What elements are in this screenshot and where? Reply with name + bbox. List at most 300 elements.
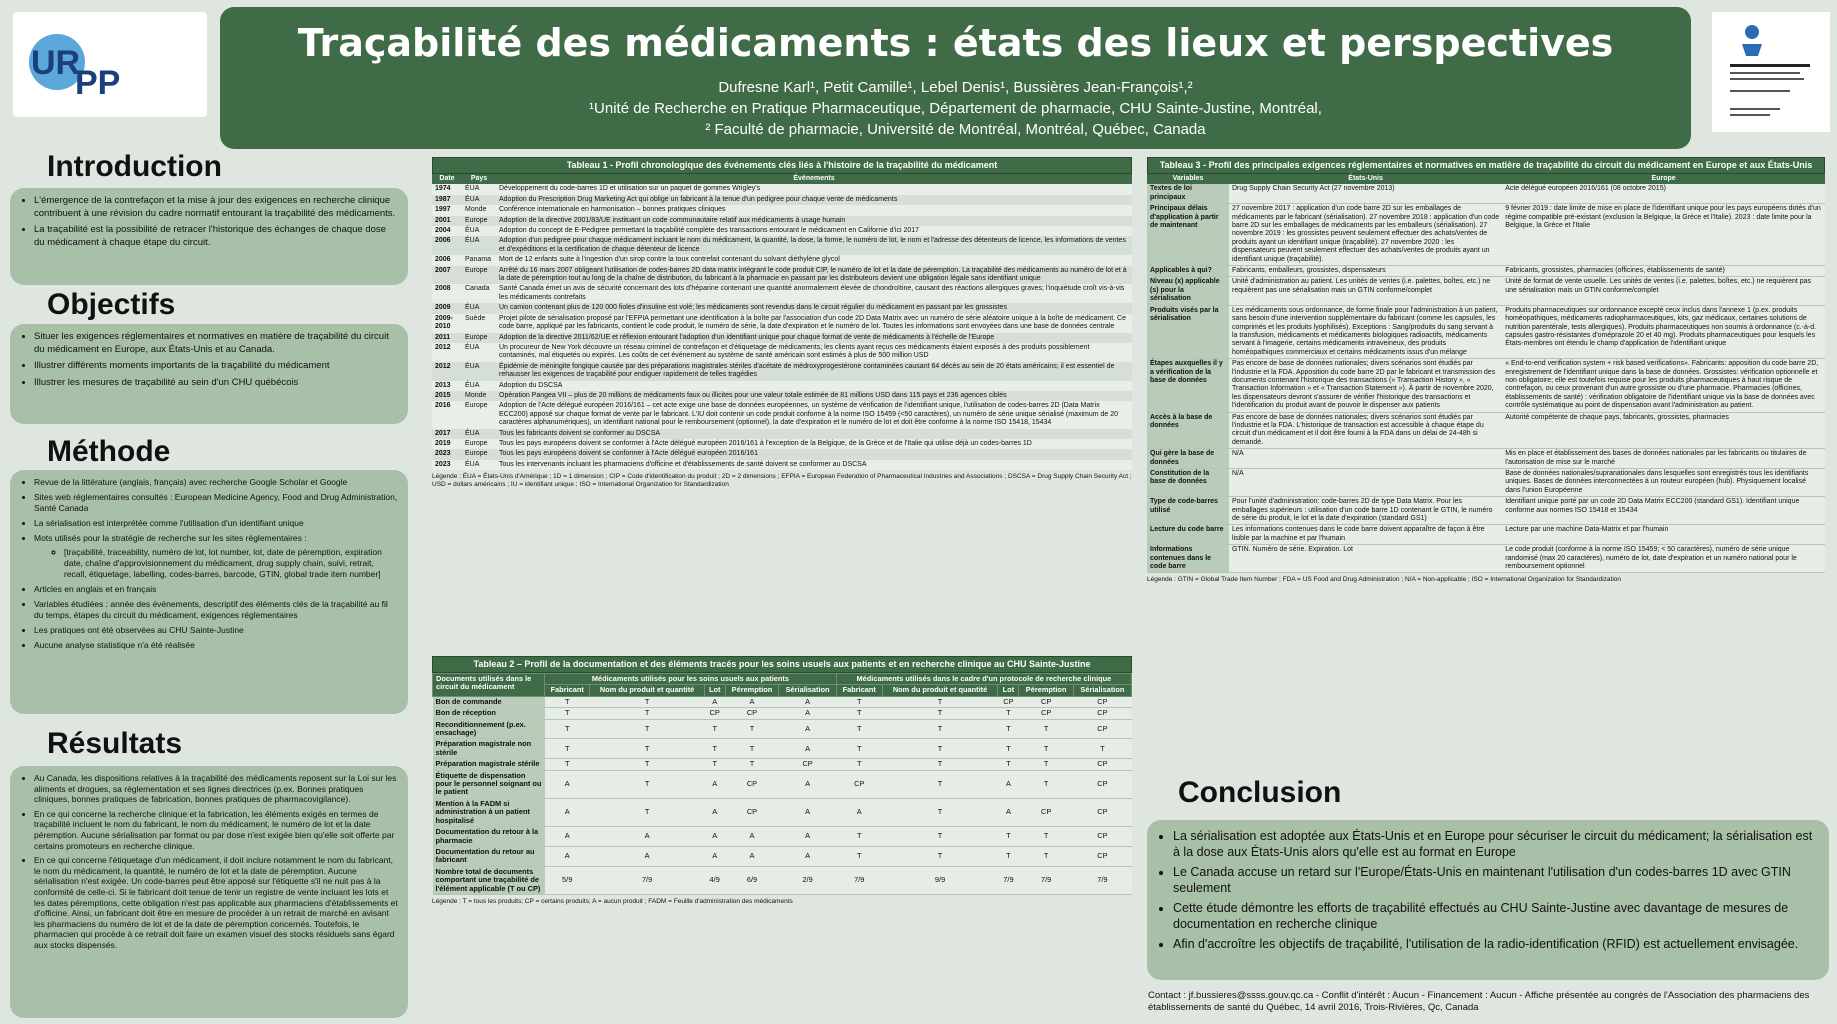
t1-cell: 1974 [432,184,462,194]
table-row [1147,305,1825,358]
t2-cell: T [998,708,1019,719]
t2-col-header: Sérialisation [1073,685,1131,696]
t1-cell: Adoption d'un pedigree pour chaque médicament incluant le nom du médicament, la quantité, la dose, la forme, le numéro de lot, le nom et l'adresse des détenteurs de licence, les informations de ventes et d'expéditions et la certification de chaque détenteur de licence [496,236,1132,255]
t2-cell: A [998,770,1019,798]
t3-col-us: États-Unis [1348,175,1383,182]
t2-cell: T [545,708,590,719]
method-item: • Articles en anglais et en français [34,584,398,595]
t2-cell: T [725,719,779,739]
t1-cell: Conférence internationale en harmonisation – bonnes pratiques cliniques [496,205,1132,215]
t2-cell: T [998,827,1019,847]
svg-text:PP: PP [75,64,121,102]
table-row [1147,204,1825,266]
t2-cell: T [1019,827,1073,847]
t2-cell: A [545,770,590,798]
t3-cell: 9 février 2019 : date limite de mise en place de l'identifiant unique pour les pays européens dotés d'un régime compatible pré-existant (exclusion la Belgique, la Grèce et l'Italie). 2023 : date limite pour la Belgique, la Grèce et l'Italie [1502,204,1825,266]
t2-cell: Préparation magistrale non stérile [433,739,545,759]
t1-cell: 2009-2010 [432,314,462,333]
t1-cell: Panama [462,255,496,265]
t2-cell: CP [1073,798,1131,826]
t2-col-header: Fabricant [545,685,590,696]
t2-cell: 7/9 [1019,866,1073,894]
t1-cell: 1987 [432,195,462,205]
t1-cell: 2012 [432,362,462,381]
t3-cell: Étapes auxquelles il y a vérification de la base de données [1147,359,1229,412]
t2-cell: CP [1073,708,1131,719]
objective-item: • Situer les exigences réglementaires et normatives en matière de traçabilité du circuit du médicament en Europe, aux États-Unis et au Canada. [34,331,398,356]
method-item: • Variables étudiées : année des événements, descriptif des éléments clés de la traçabilité au fil du temps, étapes du circuit du médicament, exigences réglementaires [34,599,398,621]
t1-cell: 1997 [432,205,462,215]
t2-cell: T [704,739,725,759]
t3-cell: Lecture du code barre [1147,525,1229,545]
t2-cell: T [545,696,590,707]
t2-cell: T [590,770,704,798]
table-row [432,195,1132,205]
table-row [1147,525,1825,545]
t2-group-research: Médicaments utilisés dans le cadre d'un protocole de recherche clinique [836,674,1131,685]
results-box [10,766,408,1018]
table-row [1147,412,1825,449]
t2-cell: A [590,846,704,866]
t1-col-date: Date [439,175,455,182]
t1-cell: 2023 [432,449,462,459]
t1-cell: 2012 [432,343,462,362]
t2-cell: T [545,759,590,770]
t1-cell: 2019 [432,439,462,449]
urpp-logo-icon [13,12,207,117]
conclusion-item: • Le Canada accuse un retard sur l'Europe/États-Unis en maintenant l'utilisation d'un codes-barres 1D avec GTIN seulement [1173,864,1817,896]
t2-cell: T [836,827,882,847]
t3-cell: Accès à la base de données [1147,412,1229,449]
method-item: • La sérialisation est interprétée comme l'utilisation d'un identifiant unique [34,518,398,529]
t2-cell: T [998,739,1019,759]
authors: Dufresne Karl¹, Petit Camille¹, Lebel Denis¹, Bussières Jean-François¹,² [718,79,1193,96]
result-item: • En ce qui concerne l'étiquetage d'un médicament, il doit inclure notamment le nom du fabricant, le nom du médicament, la quantité, le numéro de lot et la date de péremption. Aucune sérialisation n'est exigée. Un code-barres peut être apposé sur l'étiquette s'il ne nuit pas à la conformité de celle-ci. Si le fabricant doit tenue de tenir un registre de vente incluant les lots et les dates péremptions, cette obligation n'est pas applicable aux pharmaciens d'établissements et d'officine. Ainsi, un fabricant doit être en mesure de procéder à un retrait de marché en avisant les pharmaciens du numéro de lot et de la date de péremption concernés. Toutefois, le pharmacien qui procède à ce retrait doit faire un examen visuel des stocks résiduels sans égard aux stocks dispensés. [34,855,398,950]
t1-cell: ÉUA [462,429,496,439]
t1-cell: 2008 [432,284,462,303]
t1-cell: 2017 [432,429,462,439]
t3-cell: Lecture par une machine Data-Matrix et par l'humain [1502,525,1825,545]
t3-cell: Acte délégué européen 2016/161 (08 octobre 2015) [1502,184,1825,203]
table-row [433,719,1132,739]
t2-cell: T [590,798,704,826]
t3-cell: Produits visés par la sérialisation [1147,305,1229,358]
t1-cell: Un procureur de New York découvre un réseau criminel de contrefaçon et d'étiquetage de médicaments; les clients ayant reçus ces médicaments étaient exposés à des produits possiblement contaminés, mal étiquetés ou expirés. Les coûts de cet événement au système de santé américain sont estimés à plus de 500 million USD [496,343,1132,362]
t2-cell: Documentation du retour à la pharmacie [433,827,545,847]
t1-cell: Adoption du concept de E-Pedigree permettant la traçabilité complète des transactions entourant le médicament en Californie d'ici 2017 [496,226,1132,236]
t1-cell: ÉUA [462,343,496,362]
t3-cell: Drug Supply Chain Security Act (27 novembre 2013) [1229,184,1502,203]
table-row [432,284,1132,303]
t1-cell: Tous les pays européens doivent se conformer à l'Acte délégué européen 2016/161 [496,449,1132,459]
t3-cell: Constitution de la base de données [1147,469,1229,497]
t2-col-header: Lot [998,685,1019,696]
t3-col-europe: Europe [1651,175,1676,182]
t2-cell: CP [1073,827,1131,847]
t2-cell: T [590,739,704,759]
table-row [432,314,1132,333]
table-3 [1147,157,1825,584]
t1-cell: Europe [462,439,496,449]
t2-cell: T [1019,739,1073,759]
t2-cell: A [704,846,725,866]
t2-cell: 5/9 [545,866,590,894]
table-row [432,236,1132,255]
t3-cell: « End-to-end verification system + risk based verifications». Fabricants: apposition du code barre 2D, enregistrement de l'identifiant unique dans la base de données. Grossistes: vérification optionnelle et non obligatoire; elle est toutefois requise pour les produits pharmaceutiques à haut risque de contrefaçon, ou ceux provenant d'un autre grossiste ou d'une pharmacie. Pharmacies (officines, établissements de santé) : vérification obligatoire de l'identifiant unique via la base de données avec contrôle systématique au point de dispensation avant l'administration au patient. [1502,359,1825,412]
t2-cell: CP [1073,719,1131,739]
t2-cell: T [882,719,998,739]
t1-cell: 2006 [432,236,462,255]
t1-cell: Adoption de l'Acte délégué européen 2016/161 – cet acte exige une base de données européennes, un système de vérification de l'identifiant unique, l'utilisation de codes-barres 2D (Data Matrix ECC200) apposé sur chaque format de vente par le fabricant. L'IU doit contenir un code produit conforme à la norme ISO 15459 (<50 caractères), un numéro de série unique sérialisé (maximum de 20 caractères alphanumériques), un identifiant national pour le remboursement (optionnel), la date d'expiration et le numéro de lot et doit être conforme à la norme ISO 15418, 15434 [496,401,1132,428]
t1-cell: Adoption du Prescription Drug Marketing Act qui oblige un fabricant à la tenue d'un pedigree pour chaque vente de médicaments [496,195,1132,205]
t2-cell: T [1019,846,1073,866]
table-row [432,391,1132,401]
t2-col-header: Sérialisation [779,685,836,696]
table-row [432,266,1132,285]
table-row [432,255,1132,265]
results-heading: Résultats [47,727,183,760]
t2-cell: Nombre total de documents comportant une traçabilité de l'élément applicable (T ou CP) [433,866,545,894]
table-row [433,759,1132,770]
objective-item: • Illustrer les mesures de traçabilité au sein d'un CHU québécois [34,377,398,390]
table-row [1147,359,1825,412]
t2-cell: T [882,708,998,719]
t2-cell: T [836,696,882,707]
t2-cell: CP [1019,708,1073,719]
t2-cell: A [725,846,779,866]
t2-cell: CP [1019,798,1073,826]
affiliation-2: ² Faculté de pharmacie, Université de Montréal, Montréal, Québec, Canada [705,121,1206,138]
poster-header [220,7,1691,149]
t2-cell: T [882,846,998,866]
t2-cell: T [590,696,704,707]
t2-cell: A [779,798,836,826]
t2-cell: CP [1019,696,1073,707]
result-item: • Au Canada, les dispositions relatives à la traçabilité des médicaments reposent sur la Loi sur les aliments et drogues, sa réglementation et ses lignes directrices (p.ex. Bonnes pratiques cliniques, bonnes pratiques de fabrication, bonnes pratiques de pharmacovigilance). [34,773,398,805]
table-row [433,846,1132,866]
t1-cell: Mort de 12 enfants suite à l'ingestion d'un sirop contre la toux contrefait contenant du solvant diéthylène glycol [496,255,1132,265]
t2-cell: Reconditionnement (p.ex. ensachage) [433,719,545,739]
t2-cell: T [836,719,882,739]
t1-cell: 2023 [432,460,462,470]
t1-cell: 2006 [432,255,462,265]
t1-cell: 2011 [432,333,462,343]
intro-item: • La traçabilité est la possibilité de retracer l'historique des échanges de chaque dose du médicament à chaque étape du circuit. [34,224,398,249]
t3-cell: Applicables à qui? [1147,266,1229,277]
t2-col-header: Fabricant [836,685,882,696]
t1-cell: 2007 [432,266,462,285]
table-row [432,333,1132,343]
table-row [433,827,1132,847]
t2-cell: T [590,759,704,770]
t3-cell: 27 novembre 2017 : application d'un code barre 2D sur les emballages de médicaments par le fabricant (sérialisation). 27 novembre 2018 : application d'un code barre 2D sur les emballages de médicaments par les emballeurs (sérialisation). 27 novembre 2019 : les grossistes peuvent seulement effectuer des achats/ventes de produits ayant un identifiant unique (traçabilité). 27 novembre 2020 : les dispensateurs peuvent seulement effectuer des achats/ventes de produits ayant un identifiant unique (traçabilité). [1229,204,1502,266]
table-row [432,226,1132,236]
t3-cell: Textes de loi principaux [1147,184,1229,203]
t1-cell: Suède [462,314,496,333]
t2-cell: A [590,827,704,847]
method-item: • Revue de la littérature (anglais, français) avec recherche Google Scholar et Google [34,477,398,488]
table-row [1147,545,1825,573]
t2-cell: Bon de réception [433,708,545,719]
table-row [432,205,1132,215]
t3-cell: Principaux délais d'application à partir de maintenant [1147,204,1229,266]
table-row [433,739,1132,759]
t2-col-header: Lot [704,685,725,696]
t1-cell: Santé Canada émet un avis de sécurité concernant des lots d'héparine contenant une quantité anormalement élevée de chondroïtine, causant des réactions allergiques graves; l'inquiétude croît vis-à-vis les médicaments contrefaits [496,284,1132,303]
t2-cell: T [882,739,998,759]
t1-cell: Europe [462,266,496,285]
t2-cell: A [779,696,836,707]
t1-cell: ÉUA [462,236,496,255]
table-row [432,303,1132,313]
t3-cell: Les médicaments sous ordonnance, de forme finale pour l'administration à un patient, sans besoin d'une intervention supplémentaire du fabricant (comme les capsules, les comprimés et les produits lyophilisés). Exceptions : Sang/produits du sang servant à la transfusion, médicaments et médicaments biologiques radioactifs, médicaments servant à l'imagerie, certains médicaments intraveineux, des produits homéopathiques commerciaux et certains médicaments issus d'un mélange [1229,305,1502,358]
t2-cell: CP [704,708,725,719]
table-row [432,401,1132,428]
t2-cell: T [704,719,725,739]
t3-cell: Identifiant unique porté par un code 2D Data Matrix ECC200 (standard GS1). Identifiant unique conforme aux normes ISO 15418 et 15434 [1502,497,1825,525]
t2-cell: Préparation magistrale stérile [433,759,545,770]
t2-cell: A [704,696,725,707]
t1-cell: Adoption de la directive 2001/83/UE instituant un code communautaire relatif aux médicaments à usage humain [496,216,1132,226]
table-row [432,381,1132,391]
table-row [432,449,1132,459]
t2-cell: T [1073,739,1131,759]
t2-cell: 2/9 [779,866,836,894]
t1-cell: Tous les fabricants doivent se conformer au DSCSA [496,429,1132,439]
t3-cell: Pas encore de base de données nationales; divers scénarios sont étudiés par l'industrie et la FDA. Apposition du code barre 2D par le fabricant et transmission des documents contenant l'historique des transactions (« Transaction History », « Transaction Information » et « Transaction Statement »). À partir de novembre 2020, les dispensateurs devront s'assurer de vérifier l'historique des transactions et l'identification du produit avant de pouvoir le dispenser aux patients [1229,359,1502,412]
t2-cell: Mention à la FADM si administration à un patient hospitalisé [433,798,545,826]
table-row [433,798,1132,826]
t2-cell: A [779,708,836,719]
t2-cell: T [1019,759,1073,770]
t2-cell: A [704,798,725,826]
t1-cell: ÉUA [462,195,496,205]
t2-cell: T [882,770,998,798]
t2-cell: T [725,759,779,770]
table-row [1147,184,1825,203]
table-row [432,439,1132,449]
table-row [1147,497,1825,525]
t2-cell: A [779,719,836,739]
svg-text:UR: UR [31,44,81,82]
t2-cell: CP [725,708,779,719]
t1-cell: Europe [462,333,496,343]
table-row [432,362,1132,381]
t2-cell: A [725,696,779,707]
t2-cell: T [704,759,725,770]
t2-cell: 7/9 [998,866,1019,894]
t2-cell: CP [779,759,836,770]
table-3-caption: Tableau 3 - Profil des principales exigences réglementaires et normatives en matière de traçabilité du circuit du médicament en Europe et aux États-Unis [1147,157,1825,174]
t3-cell: Unité de format de vente usuelle. Les unités de ventes (i.e. palettes, boîtes, etc.) ne requièrent pas une sérialisation mais un GTIN conforme/complet [1502,277,1825,305]
t1-cell: 2013 [432,381,462,391]
t3-cell: Pour l'unité d'administration: code-barres 2D de type Data Matrix. Pour les emballages supérieurs : utilisation d'un code barre 1D contenant le GTIN, le numéro de série du produit, le lot et la date d'expiration (standard GS1) [1229,497,1502,525]
intro-item: • L'émergence de la contrefaçon et la mise à jour des exigences en recherche clinique contribuent à une révision du cadre normatif entourant la traçabilité des médicaments. [34,195,398,220]
t1-cell: Monde [462,391,496,401]
t2-cell: A [779,770,836,798]
t2-cell: CP [998,696,1019,707]
t3-cell: Qui gère la base de données [1147,449,1229,469]
t1-cell: 2015 [432,391,462,401]
intro-box [10,188,408,285]
table-row [1147,449,1825,469]
t2-cell: A [704,770,725,798]
t3-cell: Les informations contenues dans le code barre doivent apparaître de façon à être lisible par la machine et par l'humain [1229,525,1502,545]
t1-cell: ÉUA [462,226,496,236]
t1-cell: Canada [462,284,496,303]
t3-cell: N/A [1229,469,1502,497]
t2-cell: CP [1073,696,1131,707]
t1-cell: Opération Pangea VII – plus de 20 millions de médicaments faux ou illicites pour une valeur totale estimée de 81 millions USD dans 115 pays et 236 agences ciblés [496,391,1132,401]
chu-logo [1712,12,1830,132]
t3-col-variables: Variables [1172,175,1204,182]
table-row [432,429,1132,439]
t2-cell: T [590,719,704,739]
method-item: • Les pratiques ont été observées au CHU Sainte-Justine [34,625,398,636]
t2-cell: 4/9 [704,866,725,894]
t2-cell: T [836,739,882,759]
t3-cell: Autorité compétente de chaque pays, fabricants, grossistes, pharmacies [1502,412,1825,449]
t1-col-country: Pays [470,175,488,182]
t1-cell: Europe [462,401,496,428]
keyword-list: ◦ [traçabilité, traceability, numéro de lot, lot number, lot, date de péremption, expiration date, chaîne d'approvisionnement du médicament, drug supply chain, suivi, retrait, recall, étiquetage, labelling, codes-barres, barcode, GTIN, global trade item number] [64,547,398,580]
urpp-logo [13,12,207,117]
t2-cell: T [998,846,1019,866]
t2-col-header: Nom du produit et quantité [590,685,704,696]
t2-cell: A [545,798,590,826]
t2-col-header: Péremption [1019,685,1073,696]
t2-cell: Étiquette de dispensation pour le personnel soignant ou le patient [433,770,545,798]
t2-cell: T [545,719,590,739]
table-row [432,460,1132,470]
t2-cell: T [836,759,882,770]
t2-cell: A [779,827,836,847]
t3-cell: Pas encore de base de données nationales; divers scénarios sont étudiés par l'industrie et la FDA. L'historique de transaction est accessible à chaque étape du circuit d'un médicament et il doit être fourni à la FDA dans un délai de 24-48h si demandé. [1229,412,1502,449]
t2-col-header: Nom du produit et quantité [882,685,998,696]
t2-cell: 7/9 [1073,866,1131,894]
t1-cell: ÉUA [462,303,496,313]
t1-cell: 2009 [432,303,462,313]
t2-cell: A [779,846,836,866]
t3-cell: GTIN. Numéro de série. Expiration. Lot [1229,545,1502,573]
method-heading: Méthode [47,435,171,468]
table-1-caption: Tableau 1 - Profil chronologique des événements clés liés à l'histoire de la traçabilité du médicament [432,157,1132,174]
conclusion-item: • La sérialisation est adoptée aux États-Unis et en Europe pour sécuriser le circuit du médicament; la sérialisation est à la dose aux États-Unis alors qu'elle est au format en Europe [1173,828,1817,860]
t1-cell: Europe [462,449,496,459]
t2-col-header: Péremption [725,685,779,696]
t1-cell: Arrêté du 16 mars 2007 obligeant l'utilisation de codes-barres 2D data matrix intégrant le code produit CIP, le numéro de lot et la date de péremption. La traçabilité des médicaments au numéro de lot et à la date de péremption tout au long de la chaîne de distribution, du fabricant à la pharmacie en passant par les distributeurs devient une obligation légale sans identifiant unique [496,266,1132,285]
t3-cell: Niveau (x) applicable (s) pour la sérialisation [1147,277,1229,305]
t1-col-events: Événements [793,175,835,182]
t2-cell: CP [725,770,779,798]
table-3-legend: Légende : GTIN = Global Trade Item Number ; FDA = US Food and Drug Administration ; N/A = Non-applicable ; ISO = International Organization for Standardization [1147,576,1622,584]
table-row [433,866,1132,894]
t2-cell: A [545,846,590,866]
t1-cell: ÉUA [462,381,496,391]
t2-cell: CP [1073,770,1131,798]
t2-cell: T [836,846,882,866]
t1-cell: Projet pilote de sérialisation proposé par l'EFPIA permettant une identification à la boîte par l'association d'un code 2D Data Matrix avec un numéro de série aléatoire unique à la boîte de médicament. Ce code barre, appliqué par les fabricants, contient le code produit, le numéro de série, la date d'expiration et le numéro de lot. Toutes les informations sont envoyées dans une base de données centrale [496,314,1132,333]
t3-cell: N/A [1229,449,1502,469]
t2-cell: T [836,708,882,719]
chu-logo-icon [1712,12,1830,132]
t1-cell: ÉUA [462,460,496,470]
t2-cell: T [725,739,779,759]
result-item: • En ce qui concerne la recherche clinique et la fabrication, les éléments exigés en termes de traçabilité incluent le nom du fabricant, le nom du médicament, le numéro de lot et la date péremption. Aucune sérialisation par format ou par dose n'est exigée bien qu'elle soit offerte par certains promoteurs en recherche clinique. [34,809,398,851]
table-row [433,708,1132,719]
t2-cell: T [590,708,704,719]
t2-cell: Bon de commande [433,696,545,707]
t3-cell: Le code produit (conforme à la norme ISO 15459; < 50 caractères), numéro de série unique randomisé (max 20 caractères), numéro de lot, date d'expiration et un numéro national pour le remboursement optionnel [1502,545,1825,573]
t2-cell: T [1019,719,1073,739]
t2-cell: T [545,739,590,759]
t1-cell: 2004 [432,226,462,236]
objectives-box [10,324,408,424]
objective-item: • Illustrer différents moments importants de la traçabilité du médicament [34,360,398,373]
table-row [432,216,1132,226]
t2-cell: T [882,759,998,770]
t2-cell: T [882,696,998,707]
t2-cell: A [704,827,725,847]
t2-cell: A [725,827,779,847]
t2-cell: T [1019,770,1073,798]
poster-title: Traçabilité des médicaments : états des lieux et perspectives [297,21,1614,65]
t1-cell: 2016 [432,401,462,428]
t2-cell: CP [1073,759,1131,770]
method-box [10,470,408,714]
t1-cell: Épidémie de méningite fongique causée par des préparations magistrales stériles d'acétate de médroxyprogestérone contaminées causant 64 décès au sein de 20 états américains; il est essentiel de rehausser les exigences de traçabilité pour endiguer rapidement de telles tragédies [496,362,1132,381]
t1-cell: Europe [462,216,496,226]
t2-cell: Documentation du retour au fabricant [433,846,545,866]
table-1 [432,157,1132,489]
table-row [1147,469,1825,497]
affiliation-1: ¹Unité de Recherche en Pratique Pharmaceutique, Département de pharmacie, CHU Sainte-Justine, Montréal, [589,100,1322,117]
t3-cell: Unité d'administration au patient. Les unités de ventes (i.e. palettes, boîtes, etc.) ne requièrent pas une sérialisation mais un GTIN conforme/complet [1229,277,1502,305]
conclusion-heading: Conclusion [1178,776,1342,809]
t2-cell: T [998,759,1019,770]
method-item: • Sites web réglementaires consultés : European Medicine Agency, Food and Drug Administration, Santé Canada [34,492,398,514]
table-row [433,696,1132,707]
t3-cell: Produits pharmaceutiques sur ordonnance excepté ceux inclus dans l'annexe 1 (p.ex. produits homéopathiques, médicaments radiopharmaceutiques, kits, gaz médicaux, certaines solutions de nutrition parentérale, tests allergiques). Produits pharmaceutiques non soumis à ordonnance (c.-à-d. capsules gastro-résistantes d'oméprazole 20 et 40 mg). Produits pharmaceutiques pour lesquels les États-membres ont étendu le champ d'application de l'identifiant unique [1502,305,1825,358]
t1-cell: 2001 [432,216,462,226]
table-2-caption: Tableau 2 – Profil de la documentation et des éléments tracés pour les soins usuels aux patients et en recherche clinique au CHU Sainte-Justine [432,656,1132,673]
t2-cell: A [836,798,882,826]
t1-cell: Tous les pays européens doivent se conformer à l'Acte délégué européen 2016/161 à l'exception de la Belgique, de la Grèce et de l'Italie qui utilise déjà un codes-barres 1D [496,439,1132,449]
t3-cell: Informations contenues dans le code barre [1147,545,1229,573]
method-item: • Aucune analyse statistique n'a été réalisée [34,640,398,651]
t3-cell: Base de données nationales/supranationales dans lesquelles sont enregistrés tous les identifiants uniques. Bases de données interconnectées à un routeur européen (hub). Physiquement localisé dans l'union Européenne [1502,469,1825,497]
table-row [1147,277,1825,305]
t2-cell: 7/9 [836,866,882,894]
table-row [432,184,1132,194]
t2-cell: CP [836,770,882,798]
t2-group-care: Médicaments utilisés pour les soins usuels aux patients [545,674,837,685]
table-2 [432,656,1132,906]
conclusion-box [1147,820,1829,980]
table-2-legend: Légende : T = tous les produits; CP = certains produits; A = aucun produit ; FADM = Feuille d'administration des médicaments [432,897,793,905]
t3-cell: Type de code-barres utilisé [1147,497,1229,525]
t2-cell: 9/9 [882,866,998,894]
t1-cell: Tous les intervenants incluant les pharmaciens d'officine et d'établissements de santé doivent se conformer au DSCSA [496,460,1132,470]
table-row [432,343,1132,362]
intro-heading: Introduction [47,150,222,183]
t1-cell: Développement du code-barres 1D et utilisation sur un paquet de gommes Wrigley's [496,184,1132,194]
t1-cell: Adoption du DSCSA [496,381,1132,391]
table-1-legend: Légende : ÉUA = États-Unis d'Amérique ; 1D = 1 dimension ; CIP = Code d'identification du produit ; 2D = 2 dimensions ; EFPIA = European Federation of Pharmaceutical Industries and Associations ; DSCSA = Drug Supply Chain Security Act ; USD = dollars américains ; IU = identifiant unique ; ISO = International Organization for Standardization [432,473,1132,489]
t1-cell: ÉUA [462,184,496,194]
conclusion-item: • Cette étude démontre les efforts de traçabilité effectués au CHU Sainte-Justine avec davantage de mesures de documentation en recherche clinique [1173,900,1817,932]
t2-cell: CP [725,798,779,826]
